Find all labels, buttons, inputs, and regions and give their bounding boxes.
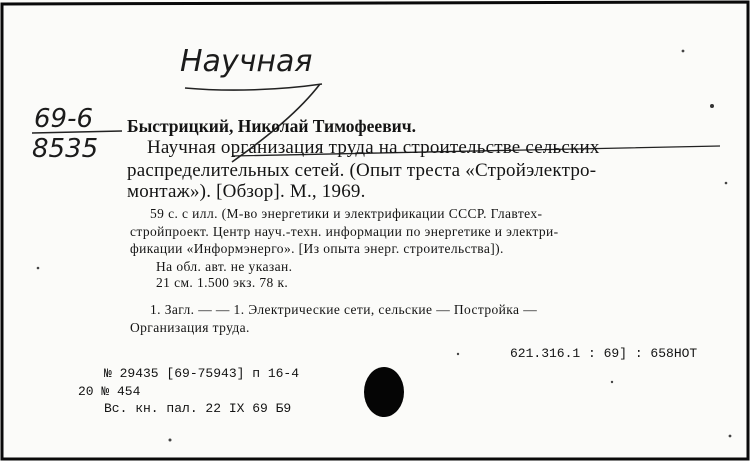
footer-line-2: 20 № 454	[78, 384, 141, 399]
tracings-line-2: Организация труда.	[130, 320, 250, 335]
description-line-2: стройпроект. Центр науч.-техн. информации по энергетике и электри-	[130, 224, 559, 239]
title-line-1: Научная организация труда на строительстве сельских	[147, 137, 600, 158]
footer-line-1: № 29435 [69-75943] п 16-4	[104, 366, 300, 381]
description-line-1: 59 с. с илл. (М-во энергетики и электрификации СССР. Главтех-	[150, 206, 543, 221]
punched-hole	[364, 367, 404, 417]
author-heading: Быстрицкий, Николай Тимофеевич.	[127, 116, 416, 136]
title-line-2: распределительных сетей. (Опыт треста «Стройэлектро-	[127, 160, 597, 181]
tracings-line-1: 1. Загл. — — 1. Электрические сети, сельские — Постройка —	[150, 302, 538, 317]
description-line-3: фикации «Информэнерго». [Из опыта энерг. строительства]).	[130, 241, 504, 256]
footer-line-3: Вс. кн. пал. 22 IX 69 Б9	[104, 401, 292, 416]
note-size-price: 21 см. 1.500 экз. 78 к.	[156, 275, 289, 290]
handwritten-call-number-top: 69-6	[34, 104, 94, 134]
handwritten-heading: Научная	[180, 44, 313, 79]
classification-number: 621.316.1 : 69] : 658НОТ	[510, 346, 698, 361]
note-author: На обл. авт. не указан.	[156, 259, 293, 274]
handwritten-call-number-bottom: 8535	[32, 134, 99, 164]
title-line-3: монтаж»). [Обзор]. М., 1969.	[127, 181, 366, 202]
